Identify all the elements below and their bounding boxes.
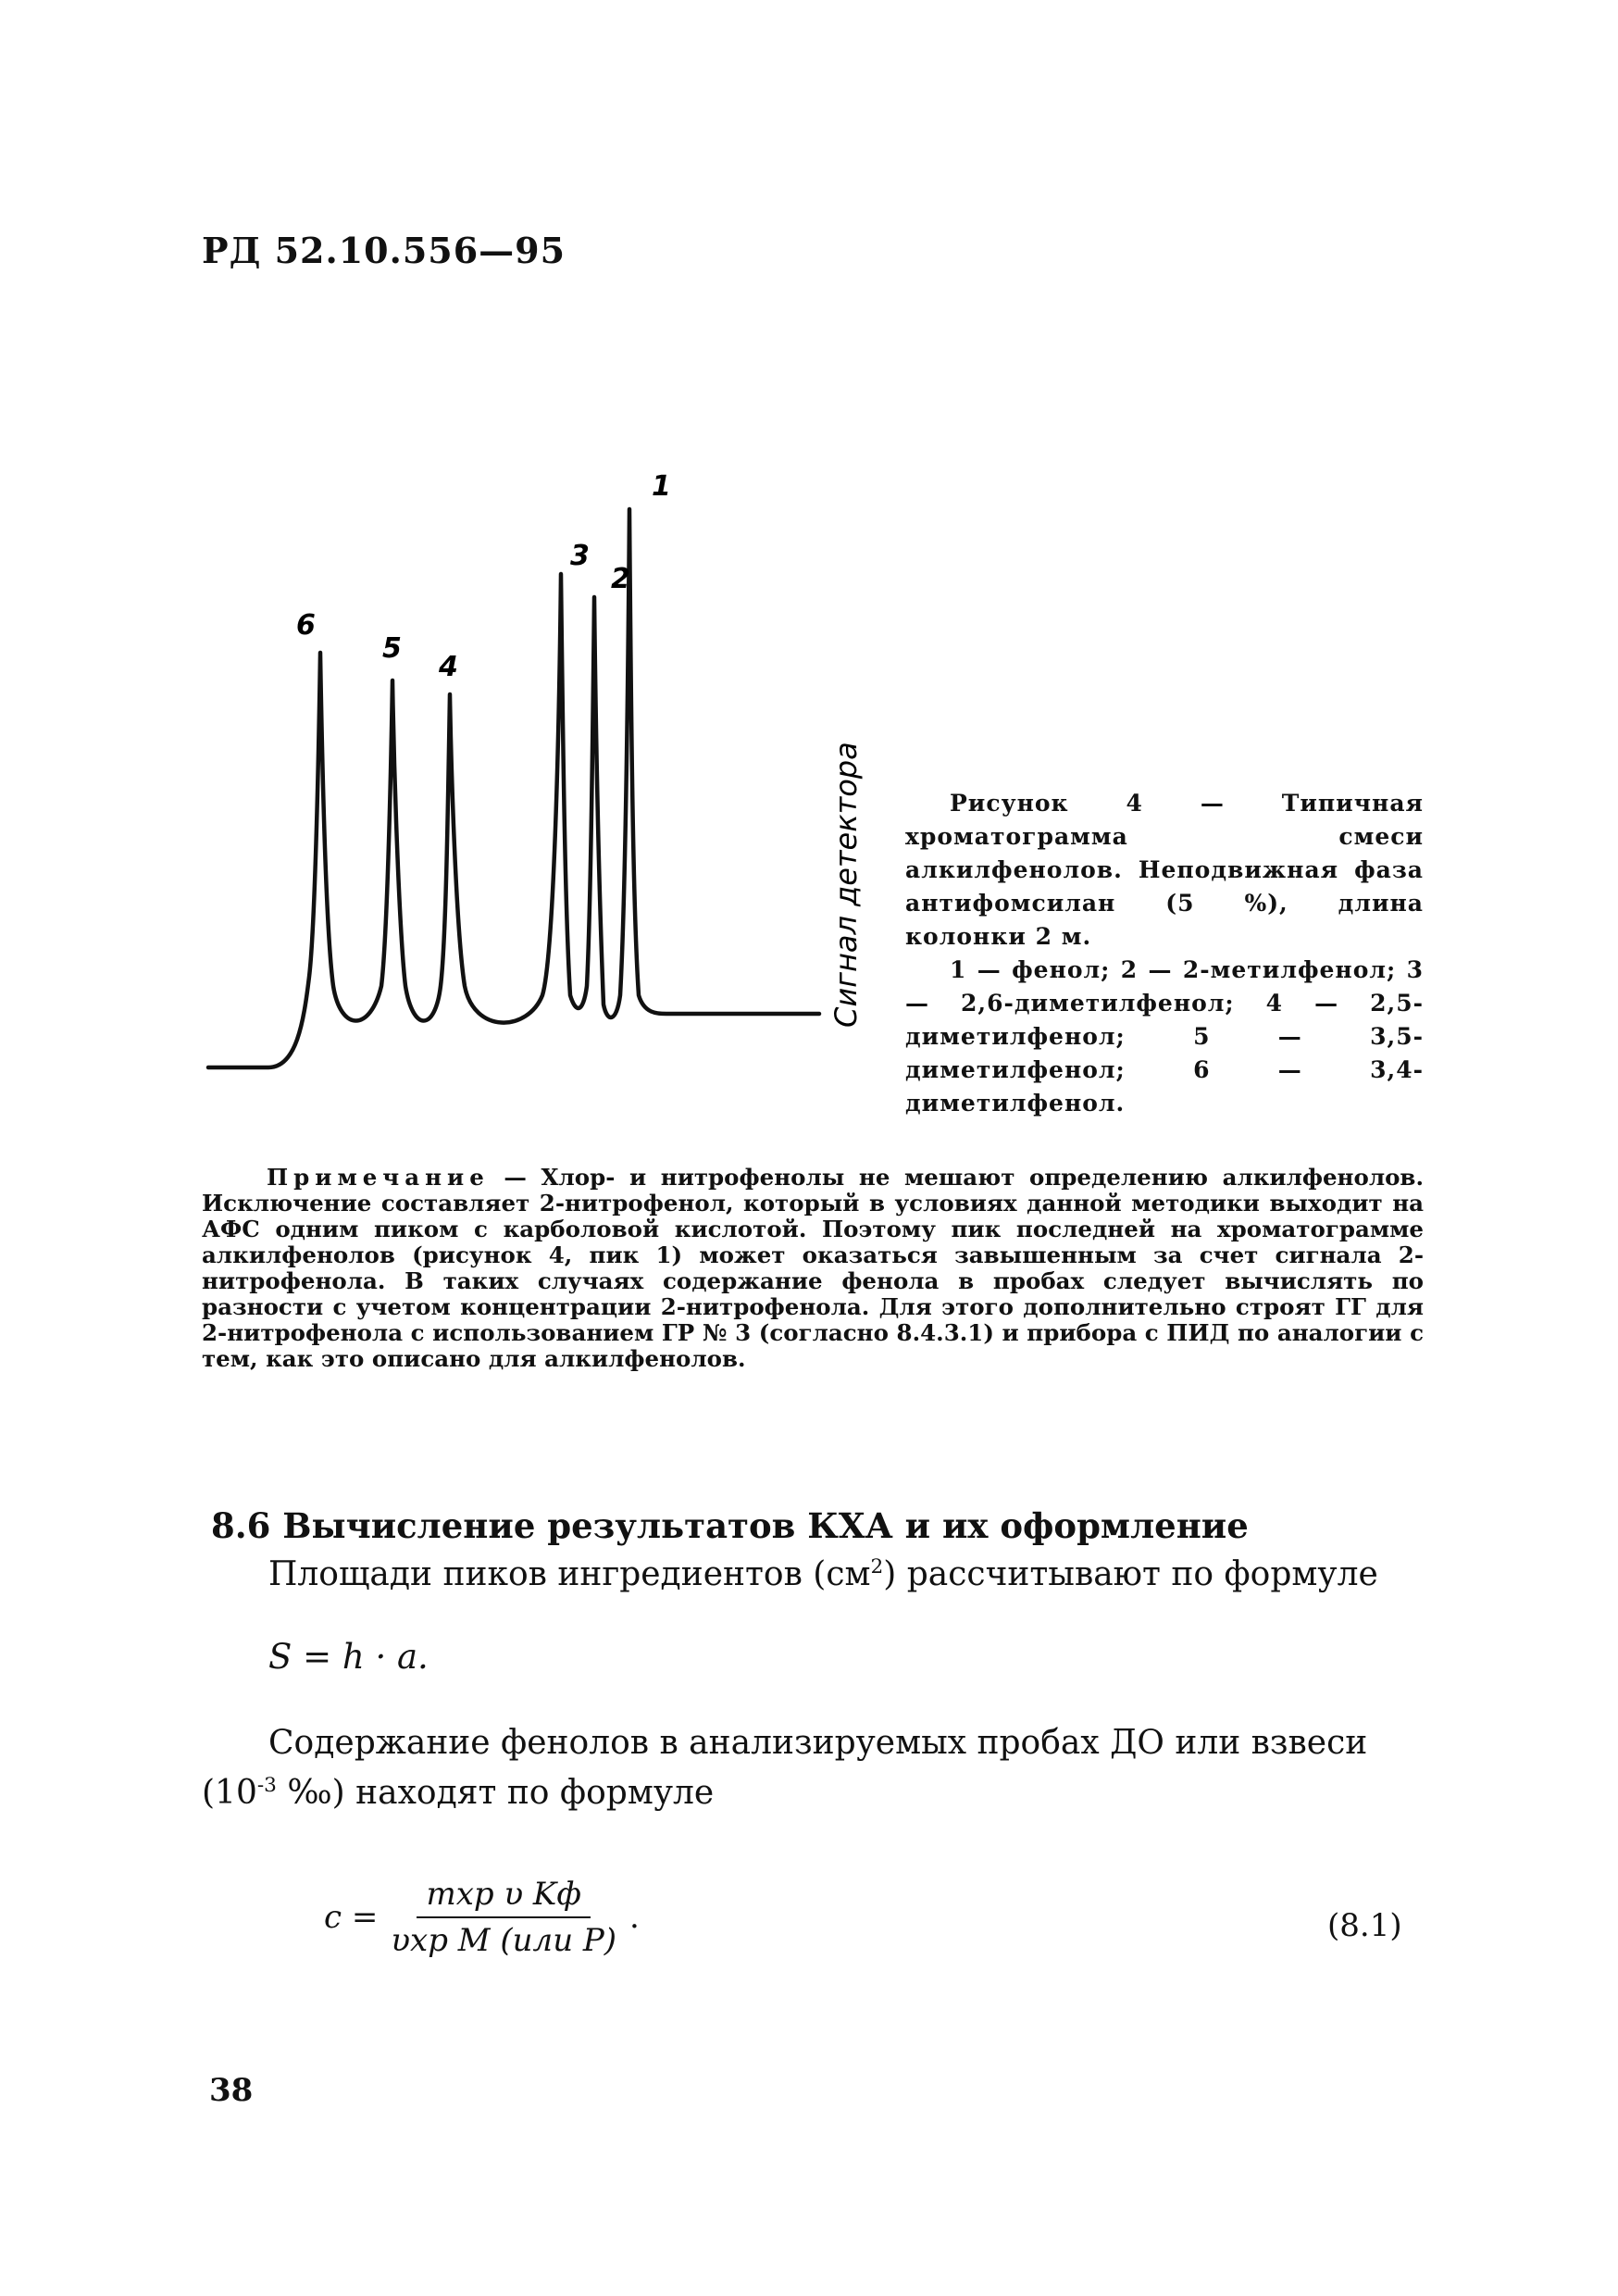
content-text-a: Содержание фенолов в анализируемых пробах ДО или взвеси (10 bbox=[202, 1724, 1368, 1812]
formula-content bbox=[324, 1876, 640, 1959]
intro-sup: 2 bbox=[870, 1555, 884, 1578]
intro-text-b: ) рассчитывают по формуле bbox=[883, 1555, 1378, 1593]
page-number: 38 bbox=[209, 2072, 254, 2109]
area-formula-intro bbox=[268, 1555, 1378, 1593]
peak-label-1: 1 bbox=[652, 470, 671, 503]
content-sup: -3 bbox=[256, 1774, 277, 1797]
note-label: Примечание bbox=[267, 1164, 490, 1191]
content-formula-intro bbox=[202, 1722, 1424, 1815]
peak-label-6: 6 bbox=[296, 609, 316, 642]
formula-denominator: υхр M (или P) bbox=[391, 1922, 617, 1959]
formula-numerator: mхр υ Kф bbox=[417, 1876, 590, 1918]
peak-label-5: 5 bbox=[382, 632, 402, 665]
y-axis-label: Сигнал детектора bbox=[828, 742, 864, 1028]
figure-caption bbox=[905, 787, 1424, 1120]
formula-lhs: c = bbox=[324, 1899, 379, 1936]
chromatogram bbox=[204, 468, 870, 1097]
formula-fraction bbox=[391, 1876, 616, 1959]
document-code: РД 52.10.556—95 bbox=[202, 230, 566, 271]
peak-label-3: 3 bbox=[570, 540, 590, 572]
peak-label-4: 4 bbox=[439, 651, 458, 683]
figure-caption-legend: 1 — фенол; 2 — 2-метилфенол; 3 — 2,6-диметилфенол; 4 — 2,5-диметилфенол; 5 — 3,5-диметилфенол; 6 — 3,4-диметилфенол. bbox=[905, 956, 1424, 1117]
formula-end: . bbox=[629, 1899, 640, 1936]
section-heading: 8.6 Вычисление результатов КХА и их оформление bbox=[211, 1505, 1249, 1546]
note-text: — Хлор- и нитрофенолы не мешают определению алкилфенолов. Исключение составляет 2-нитрофенол, который в условиях данной методики выходит на АФС одним пиком с карболовой кислотой. Поэтому пик последней на хроматограмме алкилфенолов (рисунок 4, пик 1) может оказаться завышенным за счет сигнала 2-нитрофенола. В таких случаях содержание фенола в пробах следует вычислять по разности с учетом концентрации 2-нитрофенола. Для этого дополнительно строят ГГ для 2-нитрофенола с использованием ГР № 3 (согласно 8.4.3.1) и прибора с ПИД по аналогии с тем, как это описано для алкилфенолов. bbox=[202, 1164, 1424, 1372]
chromatogram-trace bbox=[208, 509, 819, 1067]
note-block bbox=[202, 1165, 1424, 1372]
figure-caption-title: Рисунок 4 — Типичная хроматограмма смеси алкилфенолов. Неподвижная фаза антифомсилан (5 %), длина колонки 2 м. bbox=[905, 790, 1424, 950]
peak-label-2: 2 bbox=[611, 563, 630, 595]
intro-text-a: Площади пиков ингредиентов (см bbox=[268, 1555, 871, 1593]
content-text-b: ‰) находят по формуле bbox=[276, 1774, 715, 1812]
formula-area: S = h · a. bbox=[268, 1637, 429, 1677]
equation-number: (8.1) bbox=[1327, 1907, 1402, 1944]
